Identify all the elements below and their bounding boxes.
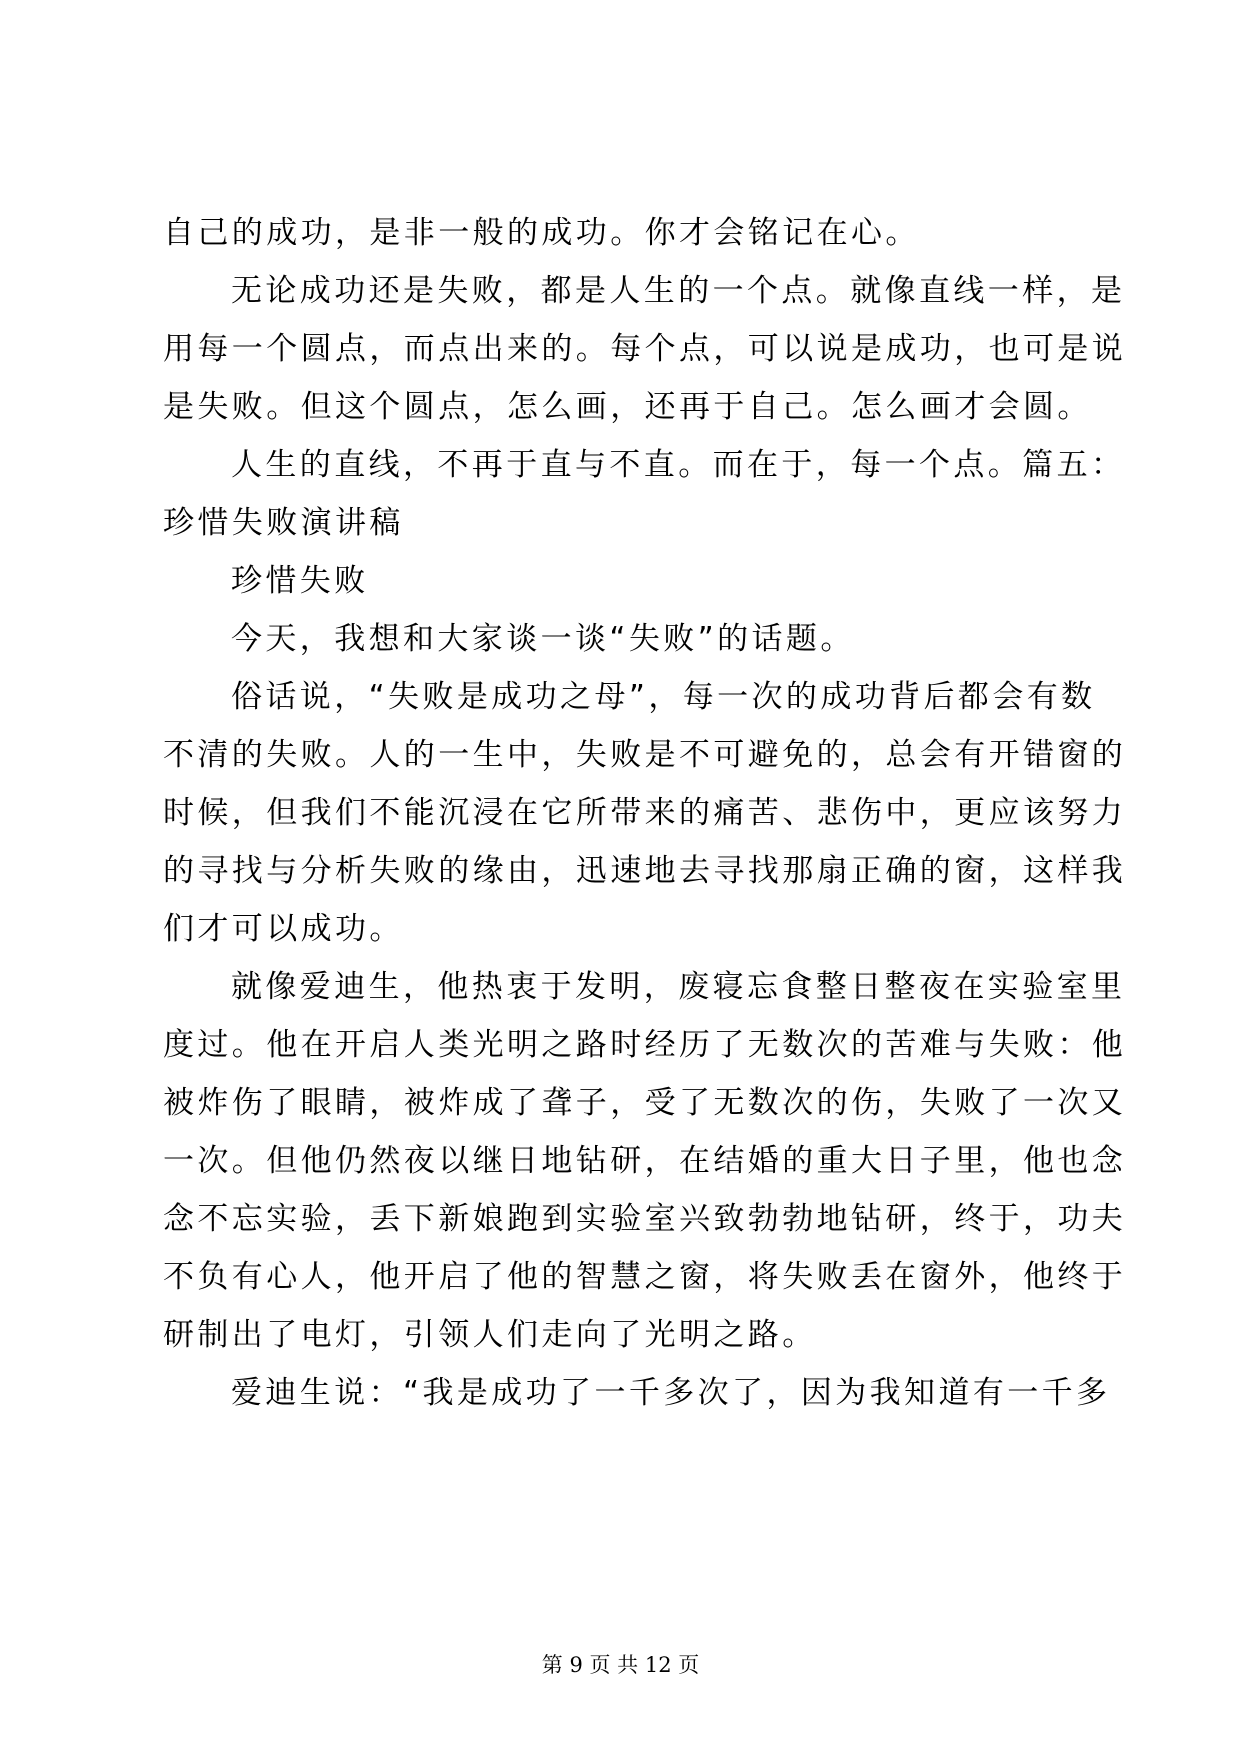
text-line: 的寻找与分析失败的缘由，迅速地去寻找那扇正确的窗，这样我 (163, 853, 1127, 889)
text-line: 就像爱迪生，他热衷于发明，废寝忘食整日整夜在实验室里 (231, 969, 1126, 1005)
text-line: 念不忘实验，丢下新娘跑到实验室兴致勃勃地钻研，终于，功夫 (163, 1201, 1127, 1237)
text-line: 们才可以成功。 (163, 911, 404, 947)
text-line: 被炸伤了眼睛，被炸成了聋子，受了无数次的伤，失败了一次又 (163, 1085, 1127, 1121)
text-line: 无论成功还是失败，都是人生的一个点。就像直线一样，是 (231, 273, 1126, 309)
text-line: 今天，我想和大家谈一谈“失败”的话题。 (231, 621, 855, 657)
text-line: 时候，但我们不能沉浸在它所带来的痛苦、悲伤中，更应该努力 (163, 795, 1127, 831)
text-line: 不清的失败。人的一生中，失败是不可避免的，总会有开错窗的 (163, 737, 1127, 773)
page-number-footer: 第 9 页 共 12 页 (541, 1653, 700, 1677)
text-line: 用每一个圆点，而点出来的。每个点，可以说是成功，也可是说 (163, 331, 1127, 367)
text-line: 度过。他在开启人类光明之路时经历了无数次的苦难与失败：他 (163, 1027, 1127, 1063)
text-line: 珍惜失败演讲稿 (163, 505, 404, 541)
text-line: 人生的直线，不再于直与不直。而在于，每一个点。篇五： (231, 447, 1126, 483)
text-line: 俗话说，“失败是成功之母”，每一次的成功背后都会有数 (231, 679, 1096, 715)
text-line: 一次。但他仍然夜以继日地钻研，在结婚的重大日子里，他也念 (163, 1143, 1127, 1179)
text-line: 自己的成功，是非一般的成功。你才会铭记在心。 (163, 215, 920, 251)
section-heading: 珍惜失败 (231, 563, 369, 599)
document-body (163, 204, 1127, 1422)
text-line: 不负有心人，他开启了他的智慧之窗，将失败丢在窗外，他终于 (163, 1259, 1127, 1295)
text-line: 研制出了电灯，引领人们走向了光明之路。 (163, 1317, 817, 1353)
text-line: 是失败。但这个圆点，怎么画，还再于自己。怎么画才会圆。 (163, 389, 1092, 425)
text-line: 爱迪生说：“我是成功了一千多次了，因为我知道有一千多 (231, 1375, 1111, 1411)
